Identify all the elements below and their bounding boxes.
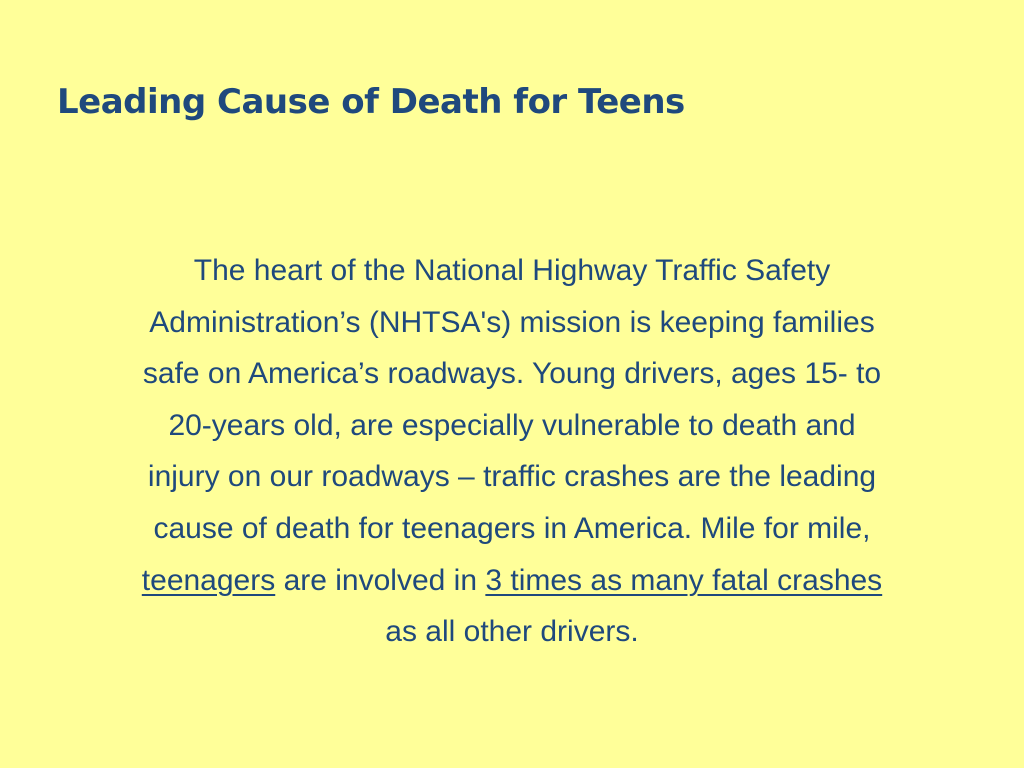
body-line-1: The heart of the National Highway Traffic Safety xyxy=(193,254,831,287)
body-line-3: safe on America’s roadways. Young drivers, ages 15- to xyxy=(142,357,882,391)
body-line-2: Administration’s (NHTSA's) mission is keeping families xyxy=(149,305,875,339)
fatal-crashes-link[interactable]: 3 times as many fatal crashes xyxy=(485,563,883,597)
body-line-4: 20-years old, are especially vulnerable to death and xyxy=(168,408,856,442)
body-line-5: injury on our roadways – traffic crashes are the leading xyxy=(147,460,877,494)
body-line-8: as all other drivers. xyxy=(385,615,639,649)
slide-body-text xyxy=(30,245,994,658)
body-line-6: cause of death for teenagers in America. Mile for mile, xyxy=(153,511,871,545)
teenagers-link[interactable]: teenagers xyxy=(141,563,276,597)
slide-title: Leading Cause of Death for Teens xyxy=(57,82,685,122)
body-text-between: are involved in xyxy=(275,563,486,597)
